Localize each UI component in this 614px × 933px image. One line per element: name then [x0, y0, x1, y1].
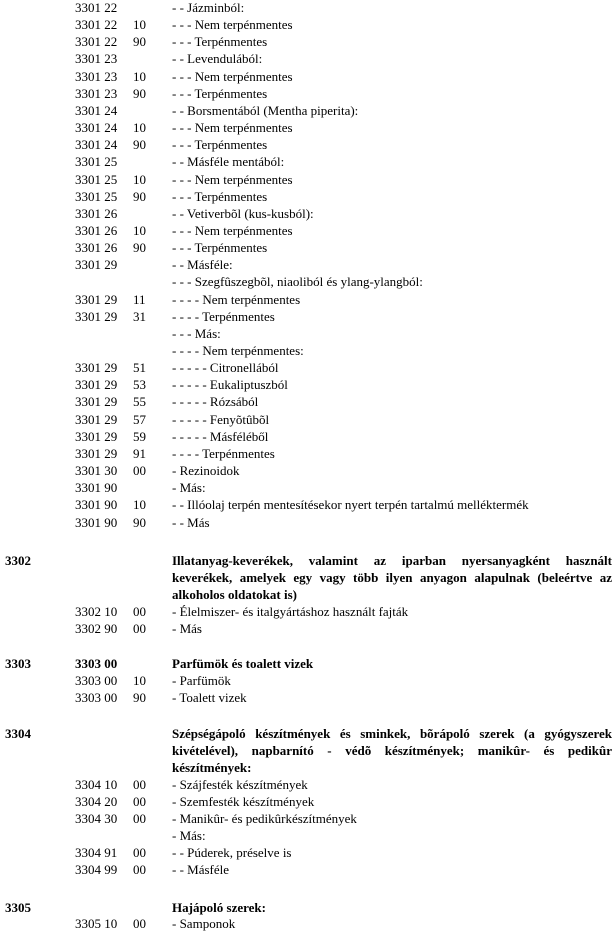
subheading-code: 11 [133, 291, 146, 307]
table-row [0, 915, 614, 932]
subheading-code: 90 [133, 690, 146, 705]
subheading-code: 10 [133, 17, 146, 33]
tariff-code: 3301 25 [75, 188, 118, 204]
tariff-code: 3301 24 [75, 120, 118, 136]
table-row [0, 479, 614, 496]
row-description: - - Púderek, préselve is [172, 845, 292, 860]
table-row [0, 496, 614, 513]
row-description: - - Borsmentából (Mentha piperita): [172, 102, 359, 118]
row-description: - Manikûr- és pedikûrkészítmények [172, 811, 357, 826]
tariff-code: 3301 22 [75, 34, 118, 50]
subheading-code: 10 [133, 673, 146, 688]
tariff-code: 3301 29 [75, 394, 118, 410]
subheading-code: 59 [133, 428, 146, 444]
table-row [0, 136, 614, 153]
table-row [0, 188, 614, 205]
row-description: - - - Nem terpénmentes [172, 222, 293, 238]
tariff-code: 3301 90 [75, 480, 118, 496]
tariff-code: 3301 22 [75, 17, 118, 33]
tariff-code: 3301 29 [75, 445, 118, 461]
tariff-code: 3301 90 [75, 514, 118, 530]
subheading-code: 91 [133, 445, 146, 461]
table-row [0, 153, 614, 170]
row-description: - - - Szegfûszegbõl, niaoliból és ylang-ylangból: [172, 274, 423, 290]
tariff-code: 3301 25 [75, 171, 118, 187]
heading-3303: 3303 [5, 656, 31, 671]
row-description: - - - Nem terpénmentes [172, 120, 293, 136]
subheading-code: 00 [133, 463, 146, 479]
title-3305: Hajápoló szerek: [172, 900, 266, 915]
tariff-code: 3302 90 [75, 621, 118, 636]
row-description: - - - - Terpénmentes [172, 445, 275, 461]
table-row [0, 428, 614, 445]
table-row [0, 205, 614, 222]
subheading-code: 00 [133, 777, 146, 792]
table-row [0, 50, 614, 67]
subheading-code: 57 [133, 411, 146, 427]
row-description: - - - Nem terpénmentes [172, 68, 293, 84]
tariff-code: 3301 29 [75, 360, 118, 376]
title-3302: Illatanyag-keverékek, valamint az iparban nyersanyagként használt keverékek, amelyek egy vagy több ilyen anyagon alapulnak (beleértve az alkoholos oldatokat is) [172, 553, 612, 602]
row-description: - Samponok [172, 916, 236, 931]
tariff-code: 3304 91 [75, 845, 118, 860]
tariff-code: 3301 29 [75, 428, 118, 444]
row-description: - - - Terpénmentes [172, 34, 268, 50]
subheading-code: 90 [133, 85, 146, 101]
row-description: - - Jázminból: [172, 0, 245, 15]
row-description: - - - - - Rózsából [172, 394, 259, 410]
table-row [0, 776, 614, 793]
row-description: - - Levendulából: [172, 51, 263, 67]
table-row [0, 861, 614, 878]
header-line-3305 [0, 899, 614, 916]
row-description: - - - Terpénmentes [172, 137, 268, 153]
tariff-code: 3301 26 [75, 240, 118, 256]
row-description: - Más: [172, 480, 206, 496]
subheading-code: 53 [133, 377, 146, 393]
row-description: - Parfümök [172, 673, 231, 688]
tariff-code: 3305 10 [75, 916, 118, 931]
subheading-code: 00 [133, 811, 146, 826]
subheading-code: 55 [133, 394, 146, 410]
subheading-code: 10 [133, 497, 146, 513]
tariff-code: 3301 23 [75, 85, 118, 101]
row-description: - - Másféle mentából: [172, 154, 285, 170]
subheading-code: 90 [133, 137, 146, 153]
row-description: - Más: [172, 828, 206, 843]
table-row [0, 256, 614, 273]
row-description: - - Másféle: [172, 257, 233, 273]
subheading-code: 00 [133, 621, 146, 636]
table-row [0, 810, 614, 827]
subheading-code: 90 [133, 514, 146, 530]
row-description: - - - - - Másféléből [172, 428, 269, 444]
tariff-code: 3304 30 [75, 811, 118, 826]
table-row [0, 33, 614, 50]
subheading-code: 00 [133, 916, 146, 931]
tariff-code: 3301 29 [75, 308, 118, 324]
subheading-code: 10 [133, 120, 146, 136]
tariff-code: 3301 29 [75, 411, 118, 427]
tariff-code: 3301 29 [75, 377, 118, 393]
row-description: - - - - Nem terpénmentes [172, 291, 301, 307]
table-row [0, 411, 614, 428]
title-3303: Parfümök és toalett vizek [172, 656, 314, 671]
tariff-code: 3304 20 [75, 794, 118, 809]
row-description: - Más [172, 621, 202, 636]
tariff-code: 3301 29 [75, 291, 118, 307]
row-description: - - - Nem terpénmentes [172, 171, 293, 187]
table-row [0, 376, 614, 393]
code-3303: 3303 00 [75, 656, 118, 671]
tariff-code: 3301 24 [75, 102, 118, 118]
table-row [0, 620, 614, 637]
row-description: - - - - Terpénmentes [172, 308, 275, 324]
subheading-code: 00 [133, 604, 146, 619]
table-row [0, 171, 614, 188]
row-description: - - - Terpénmentes [172, 240, 268, 256]
tariff-code: 3301 23 [75, 51, 118, 67]
table-row [0, 844, 614, 861]
table-row [0, 119, 614, 136]
row-description: - - Más [172, 514, 210, 530]
tariff-code: 3301 22 [75, 0, 118, 15]
tariff-code: 3301 23 [75, 68, 118, 84]
tariff-code: 3301 90 [75, 497, 118, 513]
table-row [0, 102, 614, 119]
table-row [0, 273, 614, 290]
tariff-code: 3301 29 [75, 257, 118, 273]
table-row [0, 342, 614, 359]
heading-3305: 3305 [5, 900, 31, 915]
table-row [0, 16, 614, 33]
subheading-code: 00 [133, 794, 146, 809]
table-row [0, 462, 614, 479]
row-description: - - Másféle [172, 862, 230, 877]
row-description: - Toalett vizek [172, 690, 247, 705]
table-row [0, 85, 614, 102]
table-row [0, 308, 614, 325]
heading-3304: 3304 [5, 726, 31, 741]
tariff-code: 3301 26 [75, 205, 118, 221]
title-3304: Szépségápoló készítmények és sminkek, bõrápoló szerek (a gyógyszerek kivételével), napbarnító - védõ készítmények; manikûr- és pedikûr készítmények: [172, 726, 612, 775]
row-description: - - - - - Eukaliptuszból [172, 377, 288, 393]
table-row [0, 325, 614, 342]
tariff-code: 3303 00 [75, 690, 118, 705]
tariff-code: 3301 24 [75, 137, 118, 153]
row-description: - - - Más: [172, 325, 221, 341]
table-row [0, 393, 614, 410]
subheading-code: 90 [133, 188, 146, 204]
subheading-code: 00 [133, 845, 146, 860]
header-line-3303 [0, 655, 614, 672]
tariff-code: 3301 26 [75, 222, 118, 238]
subheading-code: 90 [133, 34, 146, 50]
row-description: - - Illóolaj terpén mentesítésekor nyert terpén tartalmú melléktermék [172, 497, 529, 513]
table-row [0, 359, 614, 376]
row-description: - - - Terpénmentes [172, 188, 268, 204]
table-row [0, 793, 614, 810]
row-description: - Rezinoidok [172, 463, 240, 479]
tariff-code: 3301 25 [75, 154, 118, 170]
tariff-code: 3302 10 [75, 604, 118, 619]
table-row [0, 827, 614, 844]
subheading-code: 10 [133, 68, 146, 84]
subheading-code: 90 [133, 240, 146, 256]
table-row [0, 222, 614, 239]
row-description: - Szájfesték készítmények [172, 777, 308, 792]
subheading-code: 10 [133, 222, 146, 238]
row-description: - - - - - Citronellából [172, 360, 279, 376]
table-row [0, 514, 614, 531]
table-row [0, 239, 614, 256]
subheading-code: 00 [133, 862, 146, 877]
row-description: - - - Terpénmentes [172, 85, 268, 101]
subheading-code: 31 [133, 308, 146, 324]
row-description: - - Vetiverbõl (kus-kusból): [172, 205, 314, 221]
table-row [0, 291, 614, 308]
subheading-code: 10 [133, 171, 146, 187]
tariff-code: 3304 99 [75, 862, 118, 877]
row-description: - - - Nem terpénmentes [172, 17, 293, 33]
row-description: - Élelmiszer- és italgyártáshoz használt fajták [172, 604, 409, 619]
table-row [0, 445, 614, 462]
tariff-code: 3304 10 [75, 777, 118, 792]
table-row [0, 603, 614, 620]
heading-3302: 3302 [5, 553, 31, 568]
subheading-code: 51 [133, 360, 146, 376]
tariff-code: 3301 30 [75, 463, 118, 479]
table-row [0, 0, 614, 16]
row-description: - Szemfesték készítmények [172, 794, 315, 809]
tariff-code: 3303 00 [75, 673, 118, 688]
table-row [0, 672, 614, 689]
row-description: - - - - - Fenyõtûbõl [172, 411, 270, 427]
table-row [0, 689, 614, 706]
table-row [0, 68, 614, 85]
row-description: - - - - Nem terpénmentes: [172, 343, 304, 358]
